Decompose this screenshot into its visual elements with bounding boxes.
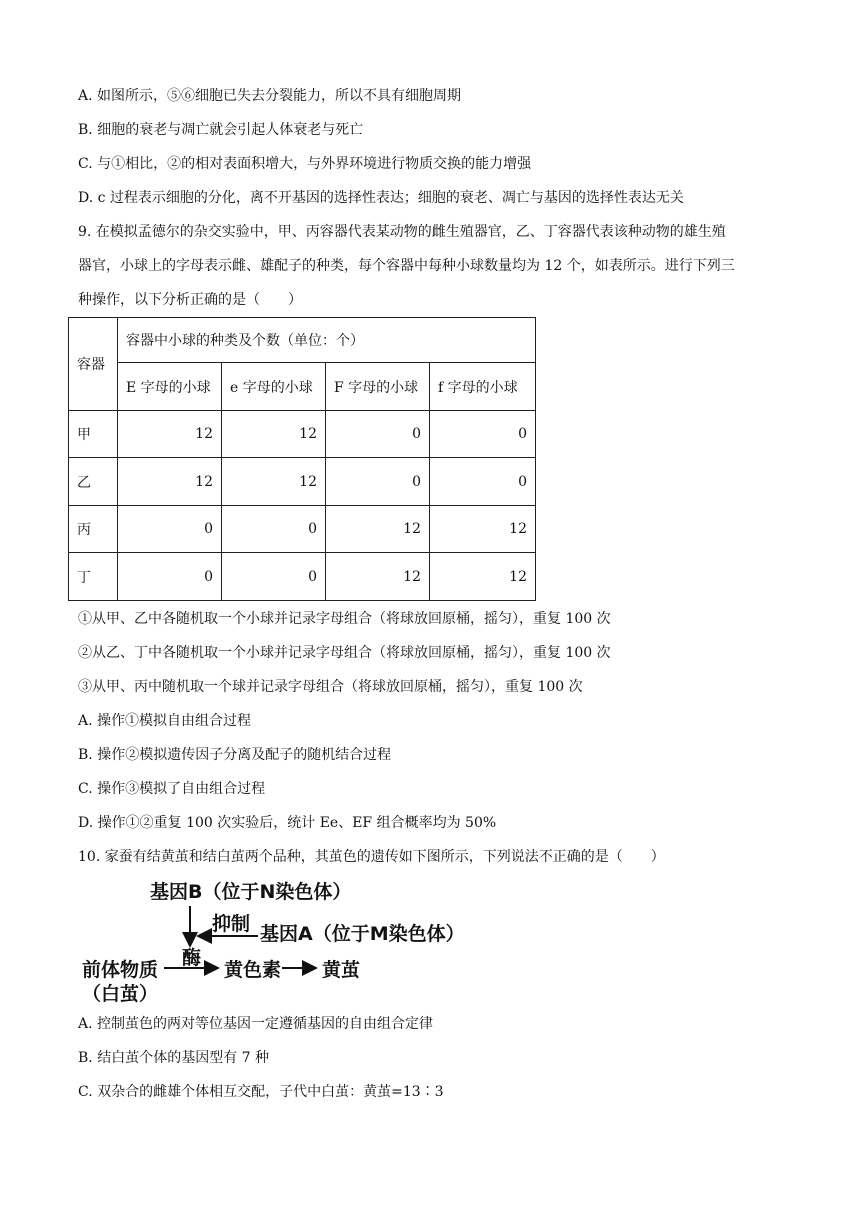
table-cell: 12 — [222, 410, 326, 458]
table-cell: 12 — [222, 458, 326, 506]
row-label: 丁 — [69, 553, 118, 601]
q10-option-c: C. 双杂合的雌雄个体相互交配，子代中白茧：黄茧=13∶3 — [78, 1084, 444, 1100]
row-label: 甲 — [69, 410, 118, 458]
table-cell: 12 — [430, 505, 536, 553]
q8-option-a: A. 如图所示，⑤⑥细胞已失去分裂能力，所以不具有细胞周期 — [78, 88, 462, 104]
pathway-diagram — [78, 876, 478, 1006]
q9-operation-2: ②从乙、丁中各随机取一个小球并记录字母组合（将球放回原桶，摇匀），重复 100 次 — [78, 645, 611, 661]
q9-option-d: D. 操作①②重复 100 次实验后，统计 Ee、EF 组合概率均为 50% — [78, 815, 497, 831]
table-corner-header: 容器 — [69, 318, 118, 411]
table-group-header: 容器中小球的种类及个数（单位：个） — [118, 318, 536, 363]
enzyme-label: 酶 — [182, 947, 202, 969]
q9-option-b: B. 操作②模拟遗传因子分离及配子的随机结合过程 — [78, 747, 392, 763]
table-cell: 12 — [326, 553, 430, 601]
table-row — [69, 505, 536, 553]
table-cell: 0 — [430, 410, 536, 458]
column-header: F 字母的小球 — [326, 363, 430, 411]
table-cell: 0 — [430, 458, 536, 506]
table-cell: 0 — [222, 505, 326, 553]
q8-option-d: D. c 过程表示细胞的分化，离不开基因的选择性表达；细胞的衰老、凋亡与基因的选择性表达无关 — [78, 190, 684, 206]
column-header: e 字母的小球 — [222, 363, 326, 411]
row-label: 乙 — [69, 458, 118, 506]
precursor-label: 前体物质 — [82, 959, 159, 981]
q9-stem-line-3: 种操作，以下分析正确的是（ ） — [78, 292, 302, 308]
table-row — [69, 553, 536, 601]
table-cell: 0 — [222, 553, 326, 601]
q9-option-a: A. 操作①模拟自由组合过程 — [78, 713, 252, 729]
table-cell: 12 — [326, 505, 430, 553]
q10-option-b: B. 结白茧个体的基因型有 7 种 — [78, 1050, 269, 1066]
q10-stem: 10. 家蚕有结黄茧和结白茧两个品种，其茧色的遗传如下图所示，下列说法不正确的是（ ） — [78, 849, 665, 865]
q9-operation-1: ①从甲、乙中各随机取一个小球并记录字母组合（将球放回原桶，摇匀），重复 100 次 — [78, 611, 611, 627]
q8-option-b: B. 细胞的衰老与凋亡就会引起人体衰老与死亡 — [78, 122, 364, 138]
table-cell: 0 — [118, 505, 222, 553]
yellow-cocoon-label: 黄茧 — [322, 959, 361, 981]
q9-option-c: C. 操作③模拟了自由组合过程 — [78, 781, 266, 797]
table-row — [69, 410, 536, 458]
q9-stem-line-2: 器官，小球上的字母表示雌、雄配子的种类，每个容器中每种小球数量均为 12 个，如表所示。进行下列三 — [78, 258, 735, 274]
table-cell: 12 — [430, 553, 536, 601]
q10-option-a: A. 控制茧色的两对等位基因一定遵循基因的自由组合定律 — [78, 1016, 434, 1032]
white-cocoon-label: （白茧） — [82, 983, 159, 1005]
q9-table — [68, 317, 536, 601]
column-header: E 字母的小球 — [118, 363, 222, 411]
gene-a-label: 基因A（位于M染色体） — [260, 923, 465, 945]
table-cell: 12 — [118, 410, 222, 458]
table-cell: 12 — [118, 458, 222, 506]
table-cell: 0 — [326, 410, 430, 458]
q9-operation-3: ③从甲、丙中随机取一个球并记录字母组合（将球放回原桶，摇匀），重复 100 次 — [78, 679, 583, 695]
inhibit-label: 抑制 — [212, 913, 251, 935]
gene-b-label: 基因B（位于N染色体） — [150, 881, 352, 903]
table-cell: 0 — [326, 458, 430, 506]
row-label: 丙 — [69, 505, 118, 553]
q9-stem-line-1: 9. 在模拟孟德尔的杂交实验中，甲、丙容器代表某动物的雌生殖器官，乙、丁容器代表该种动物的雄生殖 — [78, 224, 726, 240]
table-row — [69, 458, 536, 506]
pigment-label: 黄色素 — [224, 959, 282, 981]
q8-option-c: C. 与①相比，②的相对表面积增大，与外界环境进行物质交换的能力增强 — [78, 156, 532, 172]
table-cell: 0 — [118, 553, 222, 601]
column-header: f 字母的小球 — [430, 363, 536, 411]
